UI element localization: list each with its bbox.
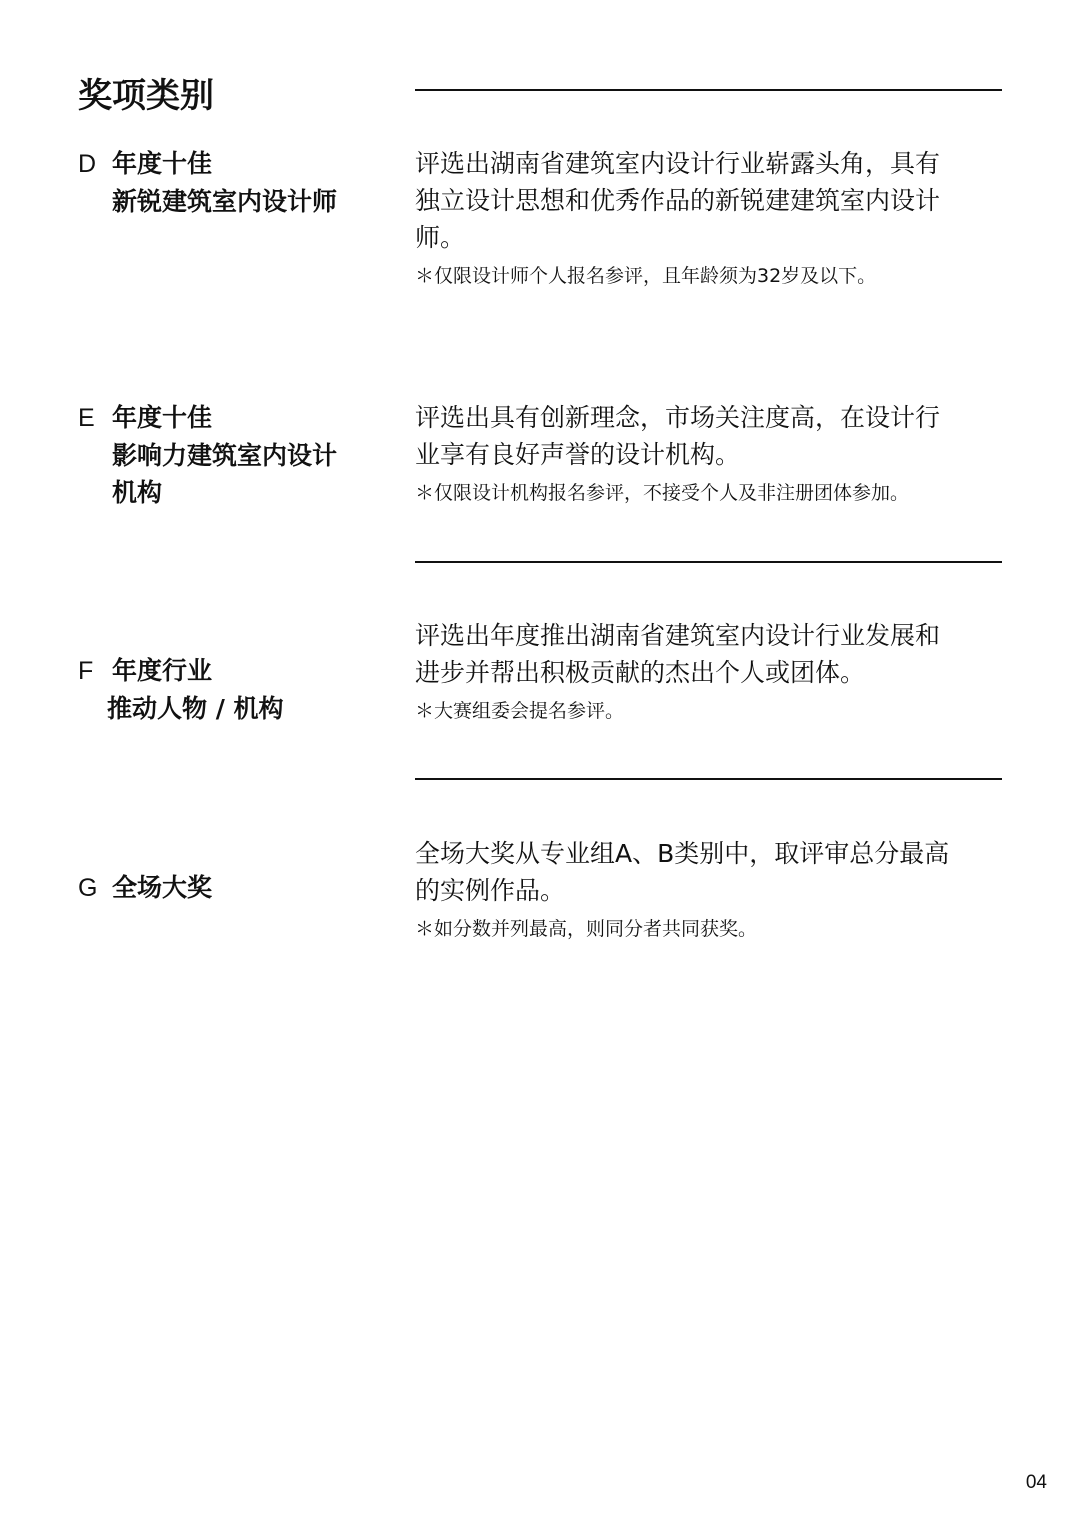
section-divider [415,561,1002,563]
category-letter: D [78,150,97,178]
category-e-description [415,399,1015,507]
category-title-line: 影响力建筑室内设计 [112,441,338,470]
description-line: 评选出湖南省建筑室内设计行业崭露头角，具有 [415,149,941,178]
description-line: 评选出年度推出湖南省建筑室内设计行业发展和 [415,621,941,650]
header-divider [415,89,1002,91]
category-letter: E [78,404,95,432]
category-title-line: 全场大奖 [112,873,213,902]
description-line: 评选出具有创新理念，市场关注度高，在设计行 [415,403,941,432]
category-g-description [415,835,1015,943]
category-letter: F [78,657,94,685]
category-d-description [415,145,1015,290]
category-title-line: 年度行业 [112,656,213,685]
description-line: 独立设计思想和优秀作品的新锐建建筑室内设计 [415,186,941,215]
description-line: 的实例作品。 [415,876,566,905]
category-letter: G [78,874,98,902]
category-note: ＊仅限设计师个人报名参评，且年龄须为32岁及以下。 [415,265,877,287]
description-line: 师。 [415,223,466,252]
page-title: 奖项类别 [78,76,214,116]
description-line: 业享有良好声誉的设计机构。 [415,440,741,469]
category-title-line: 年度十佳 [112,403,213,432]
category-title-line: 机构 [112,478,163,507]
category-title-line: 年度十佳 [112,149,213,178]
category-note: ＊仅限设计机构报名参评，不接受个人及非注册团体参加。 [415,482,910,504]
category-f-title [78,652,378,727]
category-d-title [78,145,378,220]
category-g-title [78,869,378,907]
section-divider [415,778,1002,780]
description-line: 全场大奖从专业组A、B类别中，取评审总分最高 [415,839,950,868]
category-title-line: 推动人物 / 机构 [107,694,284,723]
page-number: 04 [1025,1472,1047,1493]
description-line: 进步并帮出积极贡献的杰出个人或团体。 [415,658,866,687]
category-e-title [78,399,378,511]
category-note: ＊大赛组委会提名参评。 [415,700,625,722]
category-note: ＊如分数并列最高，则同分者共同获奖。 [415,918,758,940]
category-f-description [415,617,1015,725]
category-title-line: 新锐建筑室内设计师 [112,187,338,216]
